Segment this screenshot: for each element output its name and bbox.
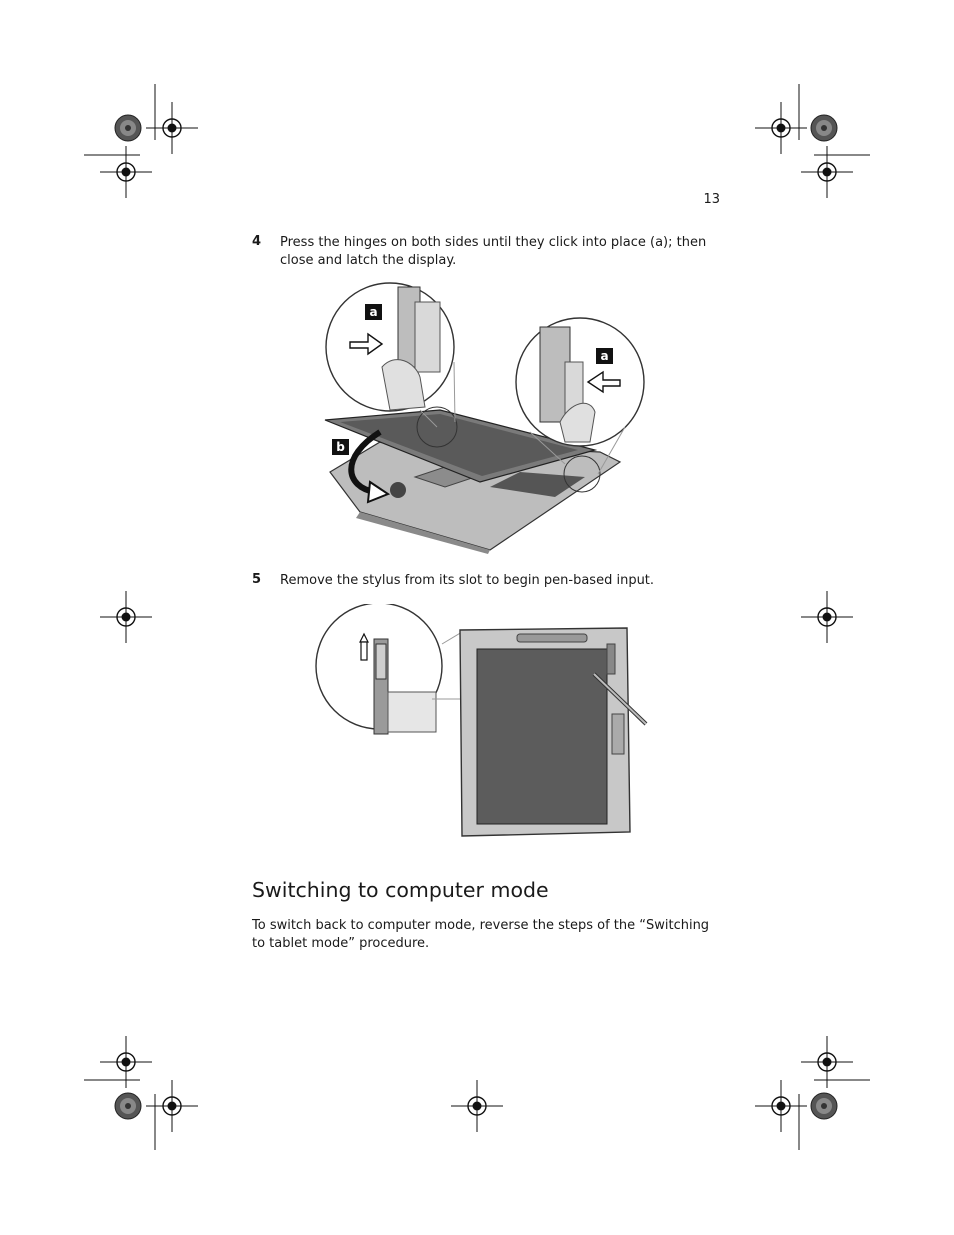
registration-mark <box>146 102 198 154</box>
callout-a-right: a <box>596 348 613 364</box>
registration-mark <box>146 1080 198 1132</box>
callout-b: b <box>332 439 349 455</box>
registration-mark <box>801 591 853 643</box>
registration-mark <box>100 146 152 198</box>
step-text: Press the hinges on both sides until they click into place (a); then close and latch the display. <box>280 235 707 268</box>
callout-a-left: a <box>365 304 382 320</box>
registration-mark <box>801 146 853 198</box>
section-body: To switch back to computer mode, reverse the steps of the “Switching to tablet mode” procedure. <box>252 918 710 951</box>
section-heading: Switching to computer mode <box>252 878 549 902</box>
tablet-stylus-illustration <box>312 604 657 840</box>
color-bar-mark <box>811 1093 837 1119</box>
step-number: 4 <box>252 234 262 249</box>
step-text: Remove the stylus from its slot to begin pen-based input. <box>280 573 655 588</box>
step-number: 5 <box>252 572 262 587</box>
hinge-illustration <box>320 282 650 554</box>
registration-mark <box>100 591 152 643</box>
color-bar-mark <box>811 115 837 141</box>
color-bar-mark <box>115 1093 141 1119</box>
color-bar-mark <box>115 115 141 141</box>
registration-mark <box>451 1080 503 1132</box>
page-number: 13 <box>703 192 720 207</box>
